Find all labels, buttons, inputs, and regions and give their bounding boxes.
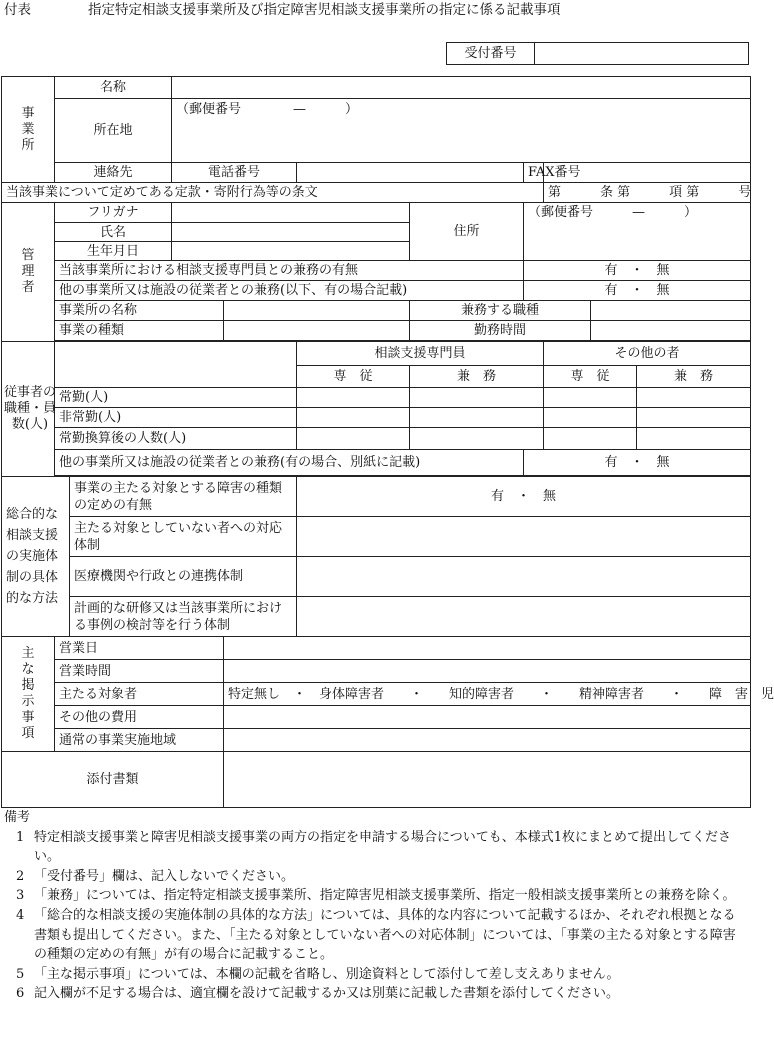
notice-business-days-field[interactable] (224, 637, 751, 660)
manager-office-name-field[interactable] (224, 301, 410, 321)
office-address-postal[interactable]: （郵便番号 — ） (172, 99, 751, 121)
articles-field[interactable]: 第 条 第 項 第 号 (544, 183, 751, 203)
manager-specialist-concurrent-label: 当該事業所における相談支援専門員との兼務の有無 (55, 261, 524, 281)
staff-regular-specialist-fulltime[interactable] (297, 388, 410, 408)
notice-business-hours-field[interactable] (224, 660, 751, 683)
manager-other-concurrent-label: 他の事業所又は施設の従業者との兼務(以下、有の場合記載) (55, 281, 524, 301)
staff-other-concurrent-label: 他の事業所又は施設の従業者との兼務(有の場合、別紙に記載) (55, 450, 524, 476)
manager-work-hours-field[interactable] (591, 321, 751, 341)
attachments-field[interactable] (224, 752, 751, 808)
manager-business-type-label: 事業の種類 (55, 321, 224, 341)
manager-other-concurrent-choice[interactable]: 有 ・ 無 (524, 281, 751, 301)
staff-regular-other-concurrent[interactable] (637, 388, 751, 408)
staff-regular-label: 常勤(人) (55, 388, 297, 408)
office-name-label: 名称 (55, 77, 172, 99)
form-title: 指定特定相談支援事業所及び指定障害児相談支援事業所の指定に係る記載事項 (88, 2, 561, 18)
notice-area-field[interactable] (224, 729, 751, 752)
manager-dob-label: 生年月日 (55, 242, 172, 261)
staff-fte-other-concurrent[interactable] (637, 428, 751, 450)
notice-area-label: 通常の事業実施地域 (55, 729, 224, 752)
staff-other-concurrent-header: 兼 務 (637, 366, 751, 388)
staff-fte-specialist-concurrent[interactable] (410, 428, 544, 450)
manager-address-field-2[interactable] (524, 242, 751, 261)
note-item: 6 記入欄が不足する場合は、適宜欄を設けて記載するか又は別葉に記載した書類を添付してください。 (16, 986, 620, 1002)
form-label: 付表 (4, 2, 31, 18)
staff-specialist-fulltime-header: 専 従 (297, 366, 410, 388)
manager-address-label: 住所 (410, 203, 524, 261)
application-form-table (1, 76, 774, 808)
staff-side-label: 従事者の職種・員数(人) (2, 342, 55, 477)
support-non-target-field[interactable] (297, 517, 751, 557)
manager-name-field[interactable] (172, 223, 410, 242)
staff-other-fulltime-header: 専 従 (544, 366, 637, 388)
staff-part-time-label: 非常勤(人) (55, 408, 297, 428)
attachments-label: 添付書類 (2, 752, 224, 808)
notice-target-label: 主たる対象者 (55, 683, 224, 706)
manager-office-name-label: 事業所の名称 (55, 301, 224, 321)
staff-other-header: その他の者 (544, 342, 751, 366)
staff-fte-specialist-fulltime[interactable] (297, 428, 410, 450)
receipt-number-label: 受付番号 (447, 43, 535, 65)
office-contact-label: 連絡先 (55, 163, 172, 183)
staff-regular-specialist-concurrent[interactable] (410, 388, 544, 408)
staff-fte-other-fulltime[interactable] (544, 428, 637, 450)
notes-title: 備考 (4, 810, 31, 825)
support-main-target-label: 事業の主たる対象とする障害の種類の定めの有無 (70, 477, 297, 517)
office-phone-field[interactable] (297, 163, 524, 183)
manager-furigana-field[interactable] (172, 203, 410, 223)
manager-business-type-field[interactable] (224, 321, 410, 341)
staff-part-time-other-concurrent[interactable] (637, 408, 751, 428)
office-side-label: 事業所 (2, 77, 55, 183)
staff-fte-label: 常勤換算後の人数(人) (55, 428, 297, 450)
note-item: 1 特定相談支援事業と障害児相談支援事業の両方の指定を申請する場合についても、本様式1枚にまとめて提出してください。 (16, 829, 732, 865)
notice-business-days-label: 営業日 (55, 637, 224, 660)
receipt-number-box (446, 42, 749, 65)
support-training-label: 計画的な研修又は当該事業所における事例の検討等を行う体制 (70, 597, 297, 637)
manager-name-label: 氏名 (55, 223, 172, 242)
manager-dob-field[interactable] (172, 242, 410, 261)
office-address-field-2[interactable] (172, 143, 751, 163)
support-main-target-choice[interactable]: 有 ・ 無 (297, 477, 751, 517)
manager-concurrent-job-label: 兼務する職種 (410, 301, 591, 321)
manager-side-label: 管理者 (2, 203, 55, 342)
articles-label: 当該事業について定めてある定款・寄附行為等の条文 (2, 183, 544, 203)
staff-part-time-specialist-fulltime[interactable] (297, 408, 410, 428)
notes-section (4, 808, 748, 1004)
staff-header-blank (55, 342, 297, 388)
staff-specialist-header: 相談支援専門員 (297, 342, 544, 366)
office-address-field[interactable] (172, 121, 751, 143)
staff-other-concurrent-choice[interactable]: 有 ・ 無 (524, 450, 751, 476)
notice-other-fees-field[interactable] (224, 706, 751, 729)
support-medical-label: 医療機関や行政との連携体制 (70, 557, 297, 597)
office-name-field[interactable] (172, 77, 751, 99)
support-non-target-label: 主たる対象としていない者への対応体制 (70, 517, 297, 557)
receipt-number-field[interactable] (535, 43, 749, 65)
office-phone-label: 電話番号 (172, 163, 297, 183)
note-item: 5 「主な掲示事項」については、本欄の記載を省略し、別途資料として添付して差し支えありません。 (16, 966, 620, 982)
note-item: 4 「総合的な相談支援の実施体制の具体的な方法」については、具体的な内容について記載するほか、それぞれ根拠となる書類も提出してください。また、「主たる対象としていない者への対応体制」については、「事業の主たる対象とする障害の種類の定めの有無」が有の場合に記載すること。 (16, 907, 736, 963)
staff-part-time-other-fulltime[interactable] (544, 408, 637, 428)
staff-part-time-specialist-concurrent[interactable] (410, 408, 544, 428)
note-item: 3 「兼務」については、指定特定相談支援事業所、指定障害児相談支援事業所、指定一般相談支援事業所との兼務を除く。 (16, 888, 736, 904)
note-item: 2 「受付番号」欄は、記入しないでください。 (16, 868, 295, 884)
manager-concurrent-job-field[interactable] (591, 301, 751, 321)
manager-address-field[interactable] (524, 223, 751, 242)
manager-specialist-concurrent-choice[interactable]: 有 ・ 無 (524, 261, 751, 281)
support-side-label: 総合的な相談支援の実施体制の具体的な方法 (2, 477, 70, 637)
staff-specialist-concurrent-header: 兼 務 (410, 366, 544, 388)
notice-target-options[interactable]: 特定無し ・ 身体障害者 ・ 知的障害者 ・ 精神障害者 ・ 障 害 児 (224, 683, 751, 706)
notice-other-fees-label: その他の費用 (55, 706, 224, 729)
manager-furigana-label: フリガナ (55, 203, 172, 223)
manager-work-hours-label: 勤務時間 (410, 321, 591, 341)
office-address-label: 所在地 (55, 99, 172, 163)
notice-side-label: 主な掲示事項 (2, 637, 55, 752)
support-training-field[interactable] (297, 597, 751, 637)
notice-business-hours-label: 営業時間 (55, 660, 224, 683)
manager-address-postal[interactable]: （郵便番号 — ） (524, 203, 751, 223)
support-medical-field[interactable] (297, 557, 751, 597)
staff-regular-other-fulltime[interactable] (544, 388, 637, 408)
office-fax-label: FAX番号 (524, 163, 544, 183)
